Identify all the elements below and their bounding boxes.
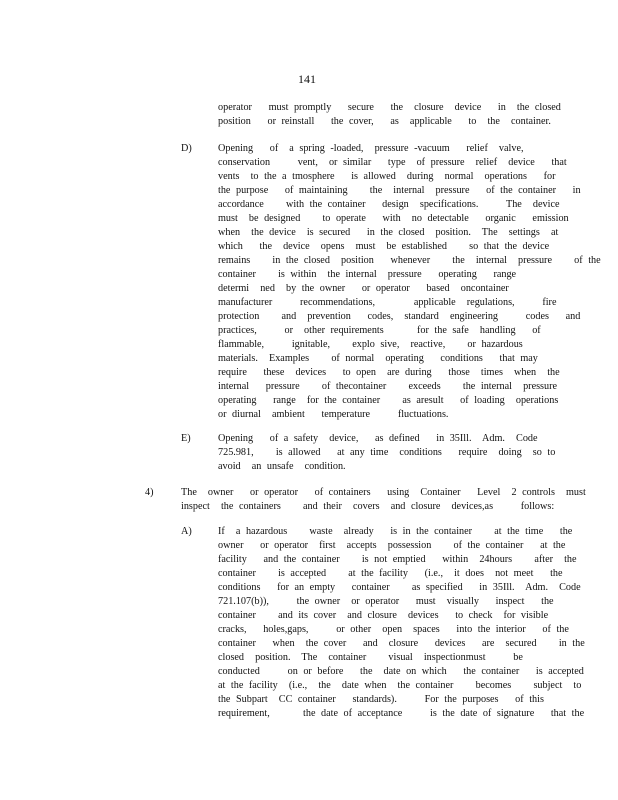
item-e-marker: E) xyxy=(181,433,191,444)
item-d-line: must be designed to operate with no detectable organic emission xyxy=(218,213,569,224)
item-a-line: container is accepted at the facility (i.e., it does not meet the xyxy=(218,568,563,579)
item-a-line: container when the cover and closure devices are secured in the xyxy=(218,638,585,649)
item-a-line: cracks, holes,gaps, or other open spaces into the interior of the xyxy=(218,624,569,635)
item-d-line: internal pressure of thecontainer exceeds the internal pressure xyxy=(218,381,558,392)
item-a-line: 721.107(b)), the owner or operator must visually inspect the xyxy=(218,596,554,607)
item-e-line: Opening of a safety device, as defined in 35Ill. Adm. Code xyxy=(218,433,538,444)
item-a-line: container and its cover and closure devices to check for visible xyxy=(218,610,549,621)
item-4-marker: 4) xyxy=(145,487,154,498)
item-4-line: inspect the containers and their covers and closure devices,as follows: xyxy=(181,501,555,512)
item-d-line: the purpose of maintaining the internal pressure of the container in xyxy=(218,185,581,196)
item-d-line: remains in the closed position whenever the internal pressure of the xyxy=(218,255,601,266)
item-d-line: when the device is secured in the closed position. The settings at xyxy=(218,227,559,238)
item-d-line: which the device opens must be established so that the device xyxy=(218,241,550,252)
intro-line: operator must promptly secure the closure device in the closed xyxy=(218,102,561,113)
item-d-line: determi ned by the owner or operator based oncontainer xyxy=(218,283,509,294)
item-d-line: accordance with the container design specifications. The device xyxy=(218,199,560,210)
item-a-line: owner or operator first accepts possession of the container at the xyxy=(218,540,566,551)
item-a-line: at the facility (i.e., the date when the container becomes subject to xyxy=(218,680,582,691)
item-d-line: practices, or other requirements for the safe handling of xyxy=(218,325,541,336)
item-e-line: 725.981, is allowed at any time conditions require doing so to xyxy=(218,447,556,458)
item-d-line: Opening of a spring -loaded, pressure -vacuum relief valve, xyxy=(218,143,524,154)
item-4-line: The owner or operator of containers using Container Level 2 controls must xyxy=(181,487,586,498)
item-d-line: vents to the a tmosphere is allowed during normal operations for xyxy=(218,171,556,182)
item-a-line: closed position. The container visual inspectionmust be xyxy=(218,652,523,663)
item-d-line: operating range for the container as aresult of loading operations xyxy=(218,395,559,406)
item-d-line: manufacturer recommendations, applicable regulations, fire xyxy=(218,297,557,308)
item-d-line: conservation vent, or similar type of pressure relief device that xyxy=(218,157,567,168)
item-d-line: require these devices to open are during those times when the xyxy=(218,367,560,378)
item-a-marker: A) xyxy=(181,526,192,537)
item-d-marker: D) xyxy=(181,143,192,154)
item-d-line: container is within the internal pressure operating range xyxy=(218,269,517,280)
item-d-line: materials. Examples of normal operating conditions that may xyxy=(218,353,538,364)
page-number: 141 xyxy=(298,72,316,86)
item-a-line: facility and the container is not emptied within 24hours after the xyxy=(218,554,577,565)
item-a-line: requirement, the date of acceptance is the date of signature that the xyxy=(218,708,585,719)
item-e-line: avoid an unsafe condition. xyxy=(218,461,346,472)
item-a-line: If a hazardous waste already is in the container at the time the xyxy=(218,526,573,537)
item-d-line: protection and prevention codes, standard engineering codes and xyxy=(218,311,581,322)
item-a-line: conducted on or before the date on which the container is accepted xyxy=(218,666,584,677)
item-a-line: the Subpart CC container standards). For the purposes of this xyxy=(218,694,544,705)
item-d-line: or diurnal ambient temperature fluctuations. xyxy=(218,409,449,420)
item-a-line: conditions for an empty container as specified in 35Ill. Adm. Code xyxy=(218,582,581,593)
intro-line: position or reinstall the cover, as applicable to the container. xyxy=(218,116,551,127)
item-d-line: flammable, ignitable, explo sive, reactive, or hazardous xyxy=(218,339,523,350)
